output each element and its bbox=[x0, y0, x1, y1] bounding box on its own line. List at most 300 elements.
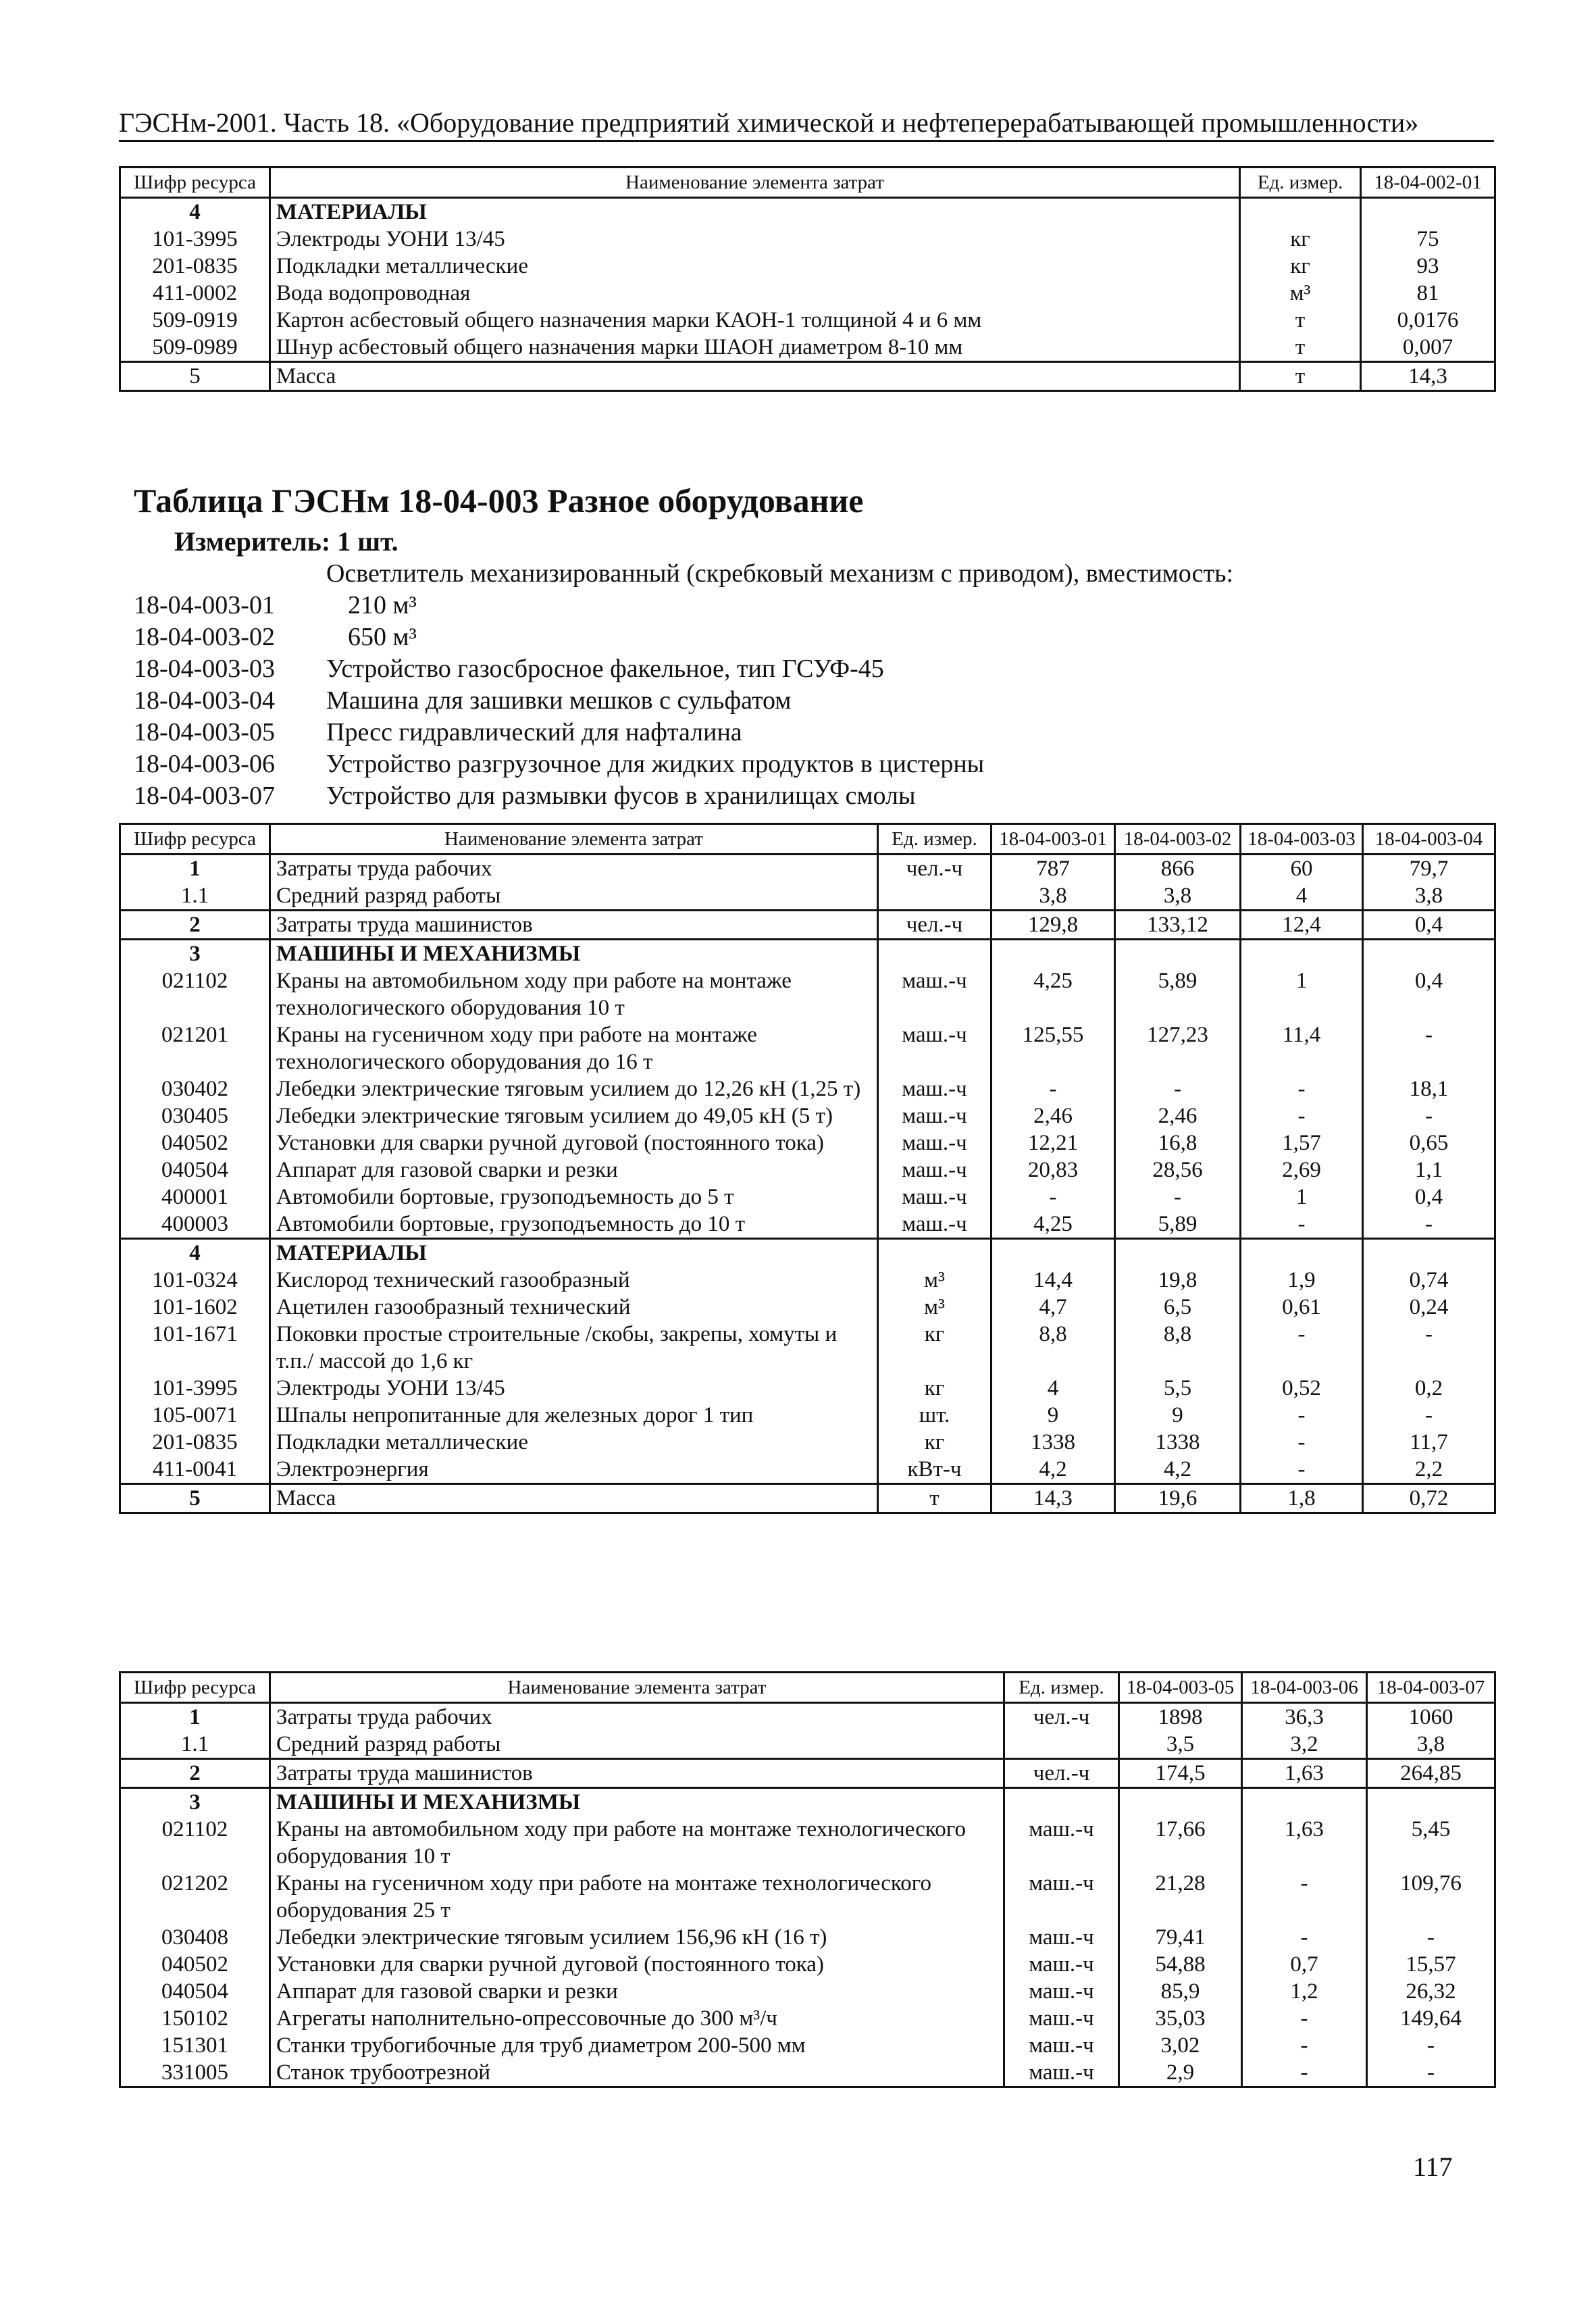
table-row bbox=[120, 280, 1495, 307]
unit-cell bbox=[878, 1239, 992, 1267]
value-cell: 19,6 bbox=[1115, 1484, 1241, 1513]
unit-cell: чел.-ч bbox=[878, 855, 992, 883]
value-cell: 3,02 bbox=[1119, 2032, 1242, 2059]
value-cell: 1 bbox=[1241, 967, 1363, 1021]
column-header: 18-04-003-07 bbox=[1367, 1673, 1495, 1703]
cost-element-cell: Краны на гусеничном ходу при работе на монтаже технологического оборудования 25 т bbox=[270, 1870, 1004, 1924]
column-header: 18-04-003-02 bbox=[1115, 824, 1241, 855]
value-cell: 0,24 bbox=[1363, 1294, 1495, 1321]
value-cell: - bbox=[1241, 1429, 1363, 1456]
table-row bbox=[120, 334, 1495, 362]
unit-cell: кг bbox=[1240, 253, 1361, 280]
table-row bbox=[120, 1484, 1495, 1513]
cost-element-cell: Краны на автомобильном ходу при работе на монтаже технологического оборудования 10 т bbox=[270, 967, 878, 1021]
value-cell: 129,8 bbox=[992, 911, 1115, 940]
resource-code-cell: 1.1 bbox=[120, 1731, 270, 1759]
value-cell: 1338 bbox=[1115, 1429, 1241, 1456]
column-header: 18-04-003-04 bbox=[1363, 824, 1495, 855]
unit-cell: маш.-ч bbox=[878, 1021, 992, 1075]
unit-cell bbox=[878, 940, 992, 968]
table-row bbox=[120, 1402, 1495, 1429]
table-row bbox=[120, 1870, 1495, 1924]
unit-cell: маш.-ч bbox=[878, 1156, 992, 1184]
list-item bbox=[134, 717, 1233, 748]
value-cell: - bbox=[1242, 2005, 1367, 2032]
column-header: Шифр ресурса bbox=[120, 824, 270, 855]
unit-cell: маш.-ч bbox=[878, 1075, 992, 1102]
resource-code-cell: 021102 bbox=[120, 967, 270, 1021]
value-cell: 2,46 bbox=[992, 1102, 1115, 1129]
value-cell bbox=[1241, 940, 1363, 968]
value-cell: 20,83 bbox=[992, 1156, 1115, 1184]
cost-element-cell: МАШИНЫ И МЕХАНИЗМЫ bbox=[270, 940, 878, 968]
value-cell: 4 bbox=[992, 1375, 1115, 1402]
resource-code-cell: 411-0041 bbox=[120, 1456, 270, 1484]
column-header: 18-04-003-05 bbox=[1119, 1673, 1242, 1703]
resource-code-cell: 101-3995 bbox=[120, 1375, 270, 1402]
cost-element-cell: Подкладки металлические bbox=[270, 253, 1240, 280]
table-row bbox=[120, 1816, 1495, 1870]
cost-element-cell: МАТЕРИАЛЫ bbox=[270, 198, 1240, 226]
value-cell bbox=[1115, 1239, 1241, 1267]
column-header: Ед. измер. bbox=[1004, 1673, 1119, 1703]
value-cell: 4,7 bbox=[992, 1294, 1115, 1321]
resource-table-003-part1 bbox=[119, 823, 1496, 1514]
table-row bbox=[120, 855, 1495, 883]
resource-code-cell: 4 bbox=[120, 198, 270, 226]
unit-cell: т bbox=[1240, 334, 1361, 362]
unit-cell: чел.-ч bbox=[1004, 1703, 1119, 1731]
value-cell: 264,85 bbox=[1367, 1759, 1495, 1788]
value-cell: 5,5 bbox=[1115, 1375, 1241, 1402]
resource-code-cell: 3 bbox=[120, 940, 270, 968]
unit-cell: кг bbox=[878, 1375, 992, 1402]
value-cell: 21,28 bbox=[1119, 1870, 1242, 1924]
table-row bbox=[120, 253, 1495, 280]
value-cell: - bbox=[1363, 1102, 1495, 1129]
column-header: Шифр ресурса bbox=[120, 1673, 270, 1703]
table-row bbox=[120, 911, 1495, 940]
column-header: 18-04-003-01 bbox=[992, 824, 1115, 855]
cost-element-cell: Затраты труда рабочих bbox=[270, 855, 878, 883]
resource-code-cell: 1 bbox=[120, 1703, 270, 1731]
value-cell bbox=[1363, 1239, 1495, 1267]
column-header: Наименование элемента затрат bbox=[270, 1673, 1004, 1703]
resource-code-cell: 201-0835 bbox=[120, 1429, 270, 1456]
value-cell bbox=[1367, 1788, 1495, 1816]
unit-cell bbox=[1240, 198, 1361, 226]
table-row bbox=[120, 362, 1495, 391]
cost-element-cell: Лебедки электрические тяговым усилием до 49,05 кН (5 т) bbox=[270, 1102, 878, 1129]
resource-code-cell: 030405 bbox=[120, 1102, 270, 1129]
value-cell: - bbox=[1363, 1021, 1495, 1075]
value-cell bbox=[1242, 1788, 1367, 1816]
list-item bbox=[134, 621, 1233, 653]
table-row bbox=[120, 1429, 1495, 1456]
resource-code-cell: 3 bbox=[120, 1788, 270, 1816]
cost-element-cell: Аппарат для газовой сварки и резки bbox=[270, 1978, 1004, 2005]
column-header: Ед. измер. bbox=[878, 824, 992, 855]
value-cell: 109,76 bbox=[1367, 1870, 1495, 1924]
value-cell: 3,8 bbox=[992, 882, 1115, 911]
resource-code-cell: 151301 bbox=[120, 2032, 270, 2059]
unit-cell bbox=[1004, 1731, 1119, 1759]
table-row bbox=[120, 1075, 1495, 1102]
cost-element-cell: Масса bbox=[270, 1484, 878, 1513]
unit-cell: кВт-ч bbox=[878, 1456, 992, 1484]
item-text: Устройство газосбросное факельное, тип ГСУФ-45 bbox=[326, 655, 884, 683]
table-row bbox=[120, 1129, 1495, 1156]
cost-element-cell: Шпалы непропитанные для железных дорог 1 тип bbox=[270, 1402, 878, 1429]
column-header: Наименование элемента затрат bbox=[270, 824, 878, 855]
value-cell: - bbox=[1363, 1402, 1495, 1429]
value-cell: 26,32 bbox=[1367, 1978, 1495, 2005]
cost-element-cell: Затраты труда рабочих bbox=[270, 1703, 1004, 1731]
value-cell: 5,45 bbox=[1367, 1816, 1495, 1870]
value-cell: 4,25 bbox=[992, 1211, 1115, 1239]
value-cell: 5,89 bbox=[1115, 1211, 1241, 1239]
unit-cell: маш.-ч bbox=[878, 1211, 992, 1239]
table-row bbox=[120, 1294, 1495, 1321]
unit-cell: т bbox=[1240, 362, 1361, 391]
table-row bbox=[120, 2032, 1495, 2059]
resource-code-cell: 021201 bbox=[120, 1021, 270, 1075]
item-code: 18-04-003-06 bbox=[134, 750, 275, 778]
value-cell: 15,57 bbox=[1367, 1951, 1495, 1978]
value-cell: 3,2 bbox=[1242, 1731, 1367, 1759]
value-cell: - bbox=[1241, 1075, 1363, 1102]
value-cell: 1,8 bbox=[1241, 1484, 1363, 1513]
table-row bbox=[120, 198, 1495, 226]
table-header-row bbox=[120, 168, 1495, 198]
table-body bbox=[120, 198, 1495, 391]
unit-cell: маш.-ч bbox=[878, 1184, 992, 1211]
cost-element-cell: Ацетилен газообразный технический bbox=[270, 1294, 878, 1321]
table-row bbox=[120, 1156, 1495, 1184]
value-cell: 14,3 bbox=[1361, 362, 1495, 391]
unit-cell: маш.-ч bbox=[1004, 1870, 1119, 1924]
cost-element-cell: Установки для сварки ручной дуговой (постоянного тока) bbox=[270, 1129, 878, 1156]
value-cell: 1,63 bbox=[1242, 1759, 1367, 1788]
value-cell: 18,1 bbox=[1363, 1075, 1495, 1102]
value-cell: 1,1 bbox=[1363, 1156, 1495, 1184]
value-cell: 11,7 bbox=[1363, 1429, 1495, 1456]
value-cell: 3,8 bbox=[1367, 1731, 1495, 1759]
unit-cell bbox=[1004, 1788, 1119, 1816]
value-cell: - bbox=[1241, 1321, 1363, 1375]
item-text: 210 м³ bbox=[348, 591, 417, 619]
value-cell bbox=[1361, 198, 1495, 226]
unit-cell: маш.-ч bbox=[1004, 2032, 1119, 2059]
value-cell: 0,4 bbox=[1363, 911, 1495, 940]
unit-cell: маш.-ч bbox=[1004, 2005, 1119, 2032]
item-list bbox=[134, 558, 1233, 812]
value-cell: 19,8 bbox=[1115, 1267, 1241, 1294]
unit-cell: маш.-ч bbox=[1004, 1978, 1119, 2005]
resource-code-cell: 105-0071 bbox=[120, 1402, 270, 1429]
table-row bbox=[120, 1731, 1495, 1759]
value-cell: - bbox=[1363, 1211, 1495, 1239]
value-cell: 79,41 bbox=[1119, 1924, 1242, 1951]
cost-element-cell: Автомобили бортовые, грузоподъемность до 10 т bbox=[270, 1211, 878, 1239]
resource-code-cell: 509-0989 bbox=[120, 334, 270, 362]
table-row bbox=[120, 1951, 1495, 1978]
value-cell: - bbox=[1242, 2059, 1367, 2087]
cost-element-cell: Масса bbox=[270, 362, 1240, 391]
value-cell: 1898 bbox=[1119, 1703, 1242, 1731]
item-code: 18-04-003-07 bbox=[134, 782, 275, 810]
value-cell: 0,52 bbox=[1241, 1375, 1363, 1402]
resource-code-cell: 2 bbox=[120, 911, 270, 940]
value-cell: 6,5 bbox=[1115, 1294, 1241, 1321]
cost-element-cell: Установки для сварки ручной дуговой (постоянного тока) bbox=[270, 1951, 1004, 1978]
list-item bbox=[134, 780, 1233, 812]
cost-element-cell: МАТЕРИАЛЫ bbox=[270, 1239, 878, 1267]
value-cell: 1,2 bbox=[1242, 1978, 1367, 2005]
cost-element-cell: Электроды УОНИ 13/45 bbox=[270, 226, 1240, 253]
unit-cell: маш.-ч bbox=[878, 1102, 992, 1129]
value-cell: 2,9 bbox=[1119, 2059, 1242, 2087]
item-text: Пресс гидравлический для нафталина bbox=[326, 718, 742, 746]
value-cell: 1060 bbox=[1367, 1703, 1495, 1731]
list-item bbox=[134, 590, 1233, 621]
page-number: 117 bbox=[1413, 2152, 1453, 2182]
cost-element-cell: Шнур асбестовый общего назначения марки ШАОН диаметром 8-10 мм bbox=[270, 334, 1240, 362]
column-header: 18-04-003-03 bbox=[1241, 824, 1363, 855]
table-row bbox=[120, 2059, 1495, 2087]
unit-cell: чел.-ч bbox=[1004, 1759, 1119, 1788]
unit-cell: маш.-ч bbox=[878, 1129, 992, 1156]
cost-element-cell: Затраты труда машинистов bbox=[270, 911, 878, 940]
unit-cell: кг bbox=[878, 1429, 992, 1456]
table-header-row bbox=[120, 824, 1495, 855]
cost-element-cell: Автомобили бортовые, грузоподъемность до 5 т bbox=[270, 1184, 878, 1211]
column-header: Ед. измер. bbox=[1240, 168, 1361, 198]
value-cell: 81 bbox=[1361, 280, 1495, 307]
table-row bbox=[120, 1239, 1495, 1267]
resource-table-003-part2 bbox=[119, 1671, 1496, 2088]
value-cell bbox=[1115, 940, 1241, 968]
resource-code-cell: 040502 bbox=[120, 1129, 270, 1156]
value-cell: 0,0176 bbox=[1361, 307, 1495, 334]
value-cell: 4,2 bbox=[1115, 1456, 1241, 1484]
table-row bbox=[120, 1375, 1495, 1402]
cost-element-cell: МАШИНЫ И МЕХАНИЗМЫ bbox=[270, 1788, 1004, 1816]
value-cell: 0,2 bbox=[1363, 1375, 1495, 1402]
value-cell: 0,61 bbox=[1241, 1294, 1363, 1321]
resource-code-cell: 101-3995 bbox=[120, 226, 270, 253]
list-item bbox=[134, 748, 1233, 780]
table-row bbox=[120, 1211, 1495, 1239]
value-cell: 1338 bbox=[992, 1429, 1115, 1456]
resource-code-cell: 4 bbox=[120, 1239, 270, 1267]
resource-code-cell: 331005 bbox=[120, 2059, 270, 2087]
value-cell: - bbox=[1115, 1184, 1241, 1211]
value-cell: 5,89 bbox=[1115, 967, 1241, 1021]
cost-element-cell: Станок трубоотрезной bbox=[270, 2059, 1004, 2087]
table-row bbox=[120, 1456, 1495, 1484]
value-cell: 866 bbox=[1115, 855, 1241, 883]
unit-cell: маш.-ч bbox=[1004, 1951, 1119, 1978]
cost-element-cell: Аппарат для газовой сварки и резки bbox=[270, 1156, 878, 1184]
resource-code-cell: 150102 bbox=[120, 2005, 270, 2032]
value-cell: 0,4 bbox=[1363, 1184, 1495, 1211]
table-row bbox=[120, 1978, 1495, 2005]
resource-code-cell: 509-0919 bbox=[120, 307, 270, 334]
value-cell: 12,21 bbox=[992, 1129, 1115, 1156]
item-list-intro: Осветлитель механизированный (скребковый механизм с приводом), вместимость: bbox=[326, 559, 1234, 588]
cost-element-cell: Электроэнергия bbox=[270, 1456, 878, 1484]
resource-code-cell: 1 bbox=[120, 855, 270, 883]
item-code: 18-04-003-05 bbox=[134, 718, 275, 746]
unit-cell: м³ bbox=[878, 1294, 992, 1321]
value-cell: 1,63 bbox=[1242, 1816, 1367, 1870]
table-row bbox=[120, 1759, 1495, 1788]
value-cell: 3,8 bbox=[1363, 882, 1495, 911]
value-cell: 1 bbox=[1241, 1184, 1363, 1211]
cost-element-cell: Подкладки металлические bbox=[270, 1429, 878, 1456]
column-header: Шифр ресурса bbox=[120, 168, 270, 198]
value-cell: 79,7 bbox=[1363, 855, 1495, 883]
unit-cell: маш.-ч bbox=[878, 967, 992, 1021]
table-title: Таблица ГЭСНм 18-04-003 Разное оборудование bbox=[134, 482, 864, 519]
value-cell: - bbox=[1241, 1456, 1363, 1484]
item-text: Устройство для размывки фусов в хранилищах смолы bbox=[326, 782, 916, 810]
resource-code-cell: 030402 bbox=[120, 1075, 270, 1102]
table-row bbox=[120, 1703, 1495, 1731]
item-text: Устройство разгрузочное для жидких продуктов в цистерны bbox=[326, 750, 985, 778]
value-cell: 787 bbox=[992, 855, 1115, 883]
value-cell: 0,65 bbox=[1363, 1129, 1495, 1156]
value-cell: 125,55 bbox=[992, 1021, 1115, 1075]
cost-element-cell: Лебедки электрические тяговым усилием 156,96 кН (16 т) bbox=[270, 1924, 1004, 1951]
value-cell: 85,9 bbox=[1119, 1978, 1242, 2005]
item-text: Машина для зашивки мешков с сульфатом bbox=[326, 686, 792, 715]
value-cell: 14,3 bbox=[992, 1484, 1115, 1513]
resource-code-cell: 021102 bbox=[120, 1816, 270, 1870]
value-cell: 11,4 bbox=[1241, 1021, 1363, 1075]
value-cell: 4,2 bbox=[992, 1456, 1115, 1484]
value-cell: - bbox=[1367, 1924, 1495, 1951]
resource-code-cell: 411-0002 bbox=[120, 280, 270, 307]
value-cell: - bbox=[1242, 1924, 1367, 1951]
item-text: 650 м³ bbox=[348, 623, 417, 651]
resource-code-cell: 040504 bbox=[120, 1978, 270, 2005]
table-row bbox=[120, 2005, 1495, 2032]
table-row bbox=[120, 882, 1495, 911]
item-list-body bbox=[134, 590, 1233, 812]
value-cell: 0,72 bbox=[1363, 1484, 1495, 1513]
value-cell: - bbox=[1367, 2032, 1495, 2059]
measurement-unit: Измеритель: 1 шт. bbox=[174, 526, 398, 557]
cost-element-cell: Лебедки электрические тяговым усилием до 12,26 кН (1,25 т) bbox=[270, 1075, 878, 1102]
cost-element-cell: Средний разряд работы bbox=[270, 882, 878, 911]
value-cell: 2,69 bbox=[1241, 1156, 1363, 1184]
value-cell: - bbox=[992, 1075, 1115, 1102]
resource-code-cell: 101-1602 bbox=[120, 1294, 270, 1321]
table-row bbox=[120, 1184, 1495, 1211]
value-cell: 133,12 bbox=[1115, 911, 1241, 940]
item-code: 18-04-003-04 bbox=[134, 686, 275, 715]
value-cell: 60 bbox=[1241, 855, 1363, 883]
cost-element-cell: Поковки простые строительные /скобы, закрепы, хомуты и т.п./ массой до 1,6 кг bbox=[270, 1321, 878, 1375]
table-row bbox=[120, 1321, 1495, 1375]
value-cell: 127,23 bbox=[1115, 1021, 1241, 1075]
list-item bbox=[134, 685, 1233, 717]
table-body bbox=[120, 1703, 1495, 2087]
unit-cell: т bbox=[1240, 307, 1361, 334]
page-header: ГЭСНм-2001. Часть 18. «Оборудование предприятий химической и нефтеперерабатывающей промышленности» bbox=[119, 107, 1494, 142]
resource-code-cell: 2 bbox=[120, 1759, 270, 1788]
value-cell: 3,8 bbox=[1115, 882, 1241, 911]
value-cell bbox=[992, 940, 1115, 968]
cost-element-cell: Краны на гусеничном ходу при работе на монтаже технологического оборудования до 16 т bbox=[270, 1021, 878, 1075]
value-cell: - bbox=[992, 1184, 1115, 1211]
item-code: 18-04-003-03 bbox=[134, 655, 275, 683]
unit-cell bbox=[878, 882, 992, 911]
value-cell: 1,9 bbox=[1241, 1267, 1363, 1294]
table-row bbox=[120, 307, 1495, 334]
value-cell: - bbox=[1241, 1102, 1363, 1129]
unit-cell: кг bbox=[878, 1321, 992, 1375]
value-cell: 2,46 bbox=[1115, 1102, 1241, 1129]
value-cell: 9 bbox=[1115, 1402, 1241, 1429]
value-cell: 75 bbox=[1361, 226, 1495, 253]
value-cell: 12,4 bbox=[1241, 911, 1363, 940]
table-row bbox=[120, 1788, 1495, 1816]
resource-code-cell: 021202 bbox=[120, 1870, 270, 1924]
column-header: 18-04-002-01 bbox=[1361, 168, 1495, 198]
value-cell: 16,8 bbox=[1115, 1129, 1241, 1156]
value-cell: - bbox=[1363, 1321, 1495, 1375]
resource-code-cell: 030408 bbox=[120, 1924, 270, 1951]
unit-cell: шт. bbox=[878, 1402, 992, 1429]
value-cell: - bbox=[1242, 2032, 1367, 2059]
value-cell: 4,25 bbox=[992, 967, 1115, 1021]
cost-element-cell: Затраты труда машинистов bbox=[270, 1759, 1004, 1788]
cost-element-cell: Средний разряд работы bbox=[270, 1731, 1004, 1759]
resource-code-cell: 1.1 bbox=[120, 882, 270, 911]
value-cell: 9 bbox=[992, 1402, 1115, 1429]
value-cell: - bbox=[1242, 1870, 1367, 1924]
cost-element-cell: Агрегаты наполнительно-опрессовочные до 300 м³/ч bbox=[270, 2005, 1004, 2032]
value-cell: 0,4 bbox=[1363, 967, 1495, 1021]
unit-cell: чел.-ч bbox=[878, 911, 992, 940]
unit-cell: м³ bbox=[1240, 280, 1361, 307]
value-cell: 36,3 bbox=[1242, 1703, 1367, 1731]
unit-cell: м³ bbox=[878, 1267, 992, 1294]
cost-element-cell: Кислород технический газообразный bbox=[270, 1267, 878, 1294]
value-cell: 149,64 bbox=[1367, 2005, 1495, 2032]
value-cell: 0,7 bbox=[1242, 1951, 1367, 1978]
value-cell: 0,74 bbox=[1363, 1267, 1495, 1294]
value-cell: 0,007 bbox=[1361, 334, 1495, 362]
table-row bbox=[120, 1102, 1495, 1129]
resource-code-cell: 5 bbox=[120, 1484, 270, 1513]
value-cell: 8,8 bbox=[1115, 1321, 1241, 1375]
cost-element-cell: Краны на автомобильном ходу при работе на монтаже технологического оборудования 10 т bbox=[270, 1816, 1004, 1870]
value-cell: 54,88 bbox=[1119, 1951, 1242, 1978]
column-header: 18-04-003-06 bbox=[1242, 1673, 1367, 1703]
table-body bbox=[120, 855, 1495, 1513]
unit-cell: маш.-ч bbox=[1004, 1816, 1119, 1870]
resource-code-cell: 400003 bbox=[120, 1211, 270, 1239]
resource-code-cell: 040504 bbox=[120, 1156, 270, 1184]
unit-cell: маш.-ч bbox=[1004, 2059, 1119, 2087]
cost-element-cell: Электроды УОНИ 13/45 bbox=[270, 1375, 878, 1402]
resource-code-cell: 400001 bbox=[120, 1184, 270, 1211]
value-cell: 174,5 bbox=[1119, 1759, 1242, 1788]
